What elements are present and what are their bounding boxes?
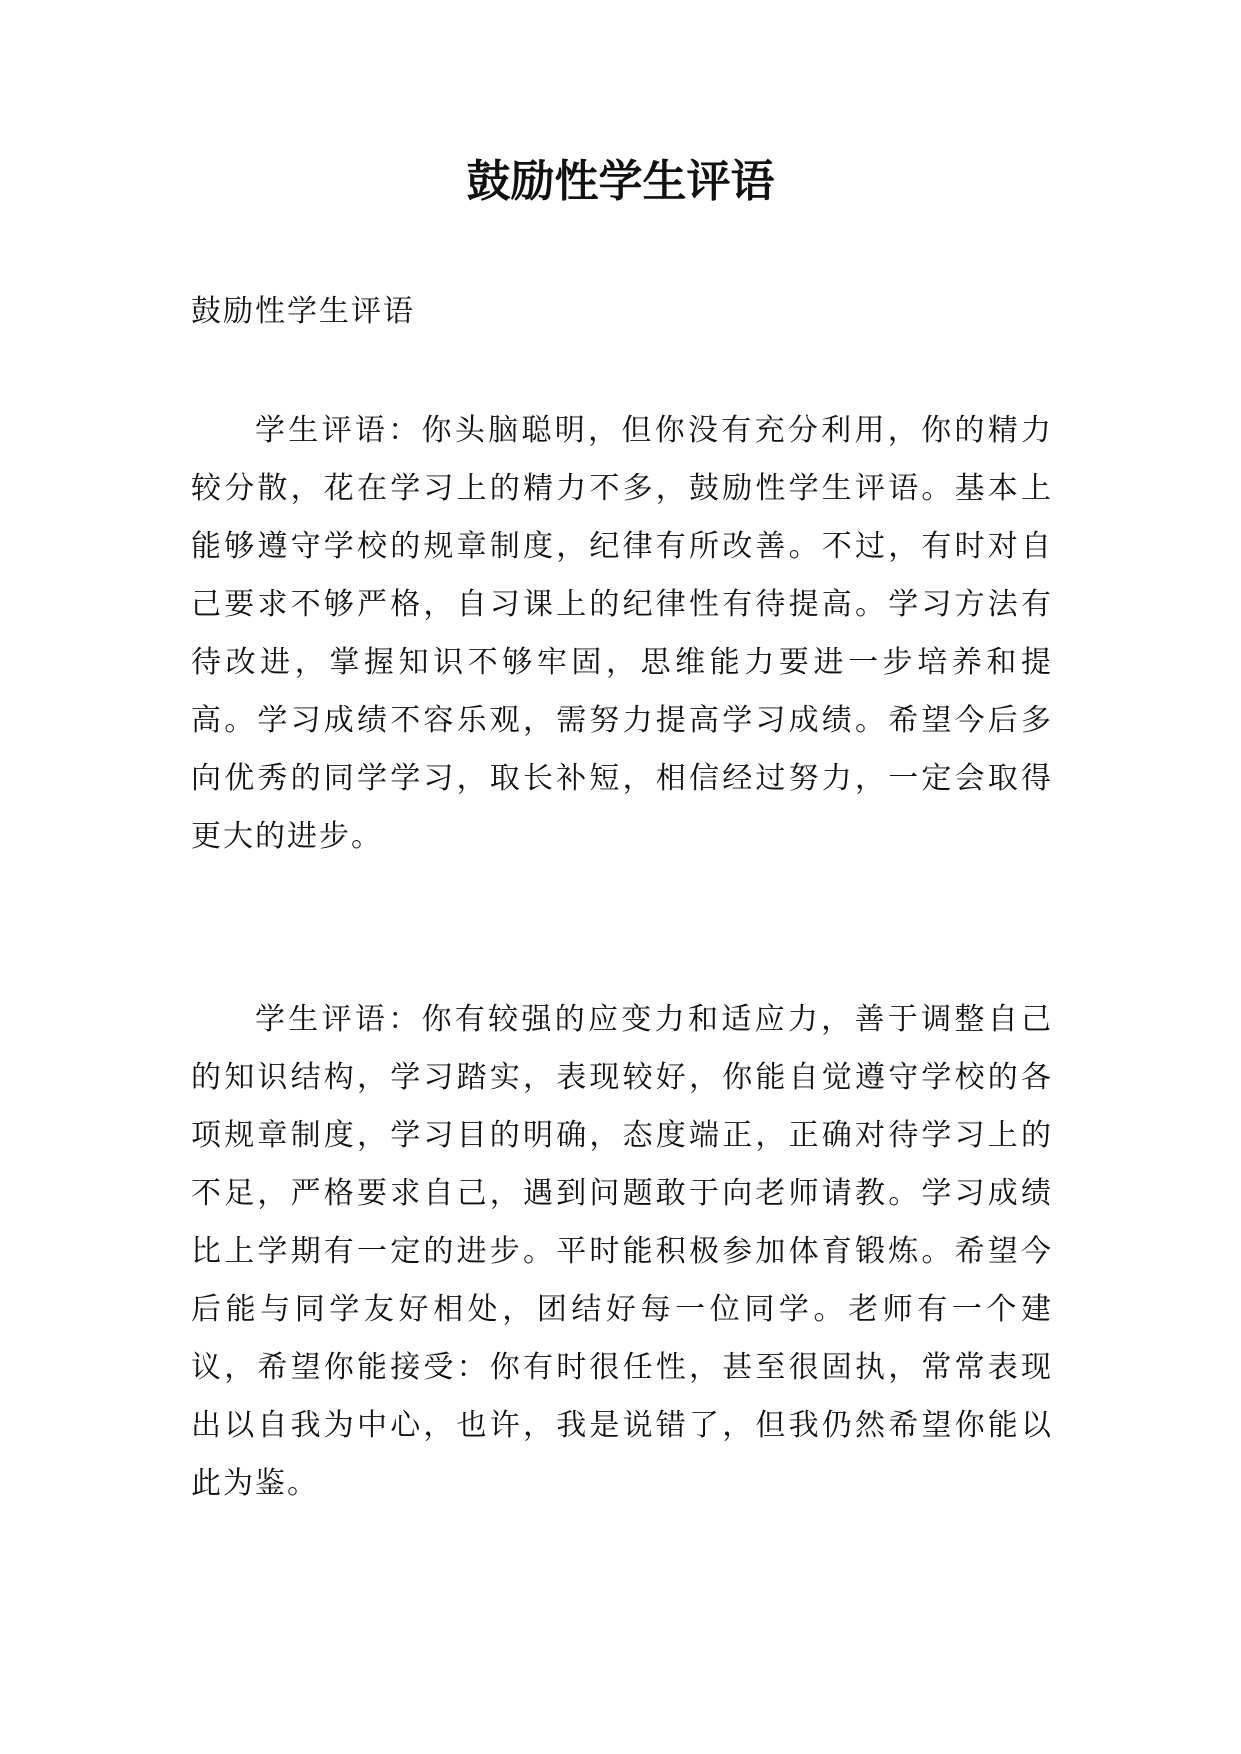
paragraph-1: 学生评语：你头脑聪明，但你没有充分利用，你的精力较分散，花在学习上的精力不多，鼓励性学生评语。基本上能够遵守学校的规章制度，纪律有所改善。不过，有时对自己要求不够严格，自习课上的纪律性有待提高。学习方法有待改进，掌握知识不够牢固，思维能力要进一步培养和提高。学习成绩不容乐观，需努力提高学习成绩。希望今后多向优秀的同学学习，取长补短，相信经过努力，一定会取得更大的进步。	[191, 413, 1053, 854]
paragraph-2: 学生评语：你有较强的应变力和适应力，善于调整自己的知识结构，学习踏实，表现较好，你能自觉遵守学校的各项规章制度，学习目的明确，态度端正，正确对待学习上的不足，严格要求自己，遇到问题敢于向老师请教。学习成绩比上学期有一定的进步。平时能积极参加体育锻炼。希望今后能与同学友好相处，团结好每一位同学。老师有一个建议，希望你能接受：你有时很任性，甚至很固执，常常表现出以自我为中心，也许，我是说错了，但我仍然希望你能以此为鉴。	[191, 1002, 1053, 1501]
document-subtitle: 鼓励性学生评语	[191, 294, 415, 329]
document-title: 鼓励性学生评语	[466, 156, 775, 207]
